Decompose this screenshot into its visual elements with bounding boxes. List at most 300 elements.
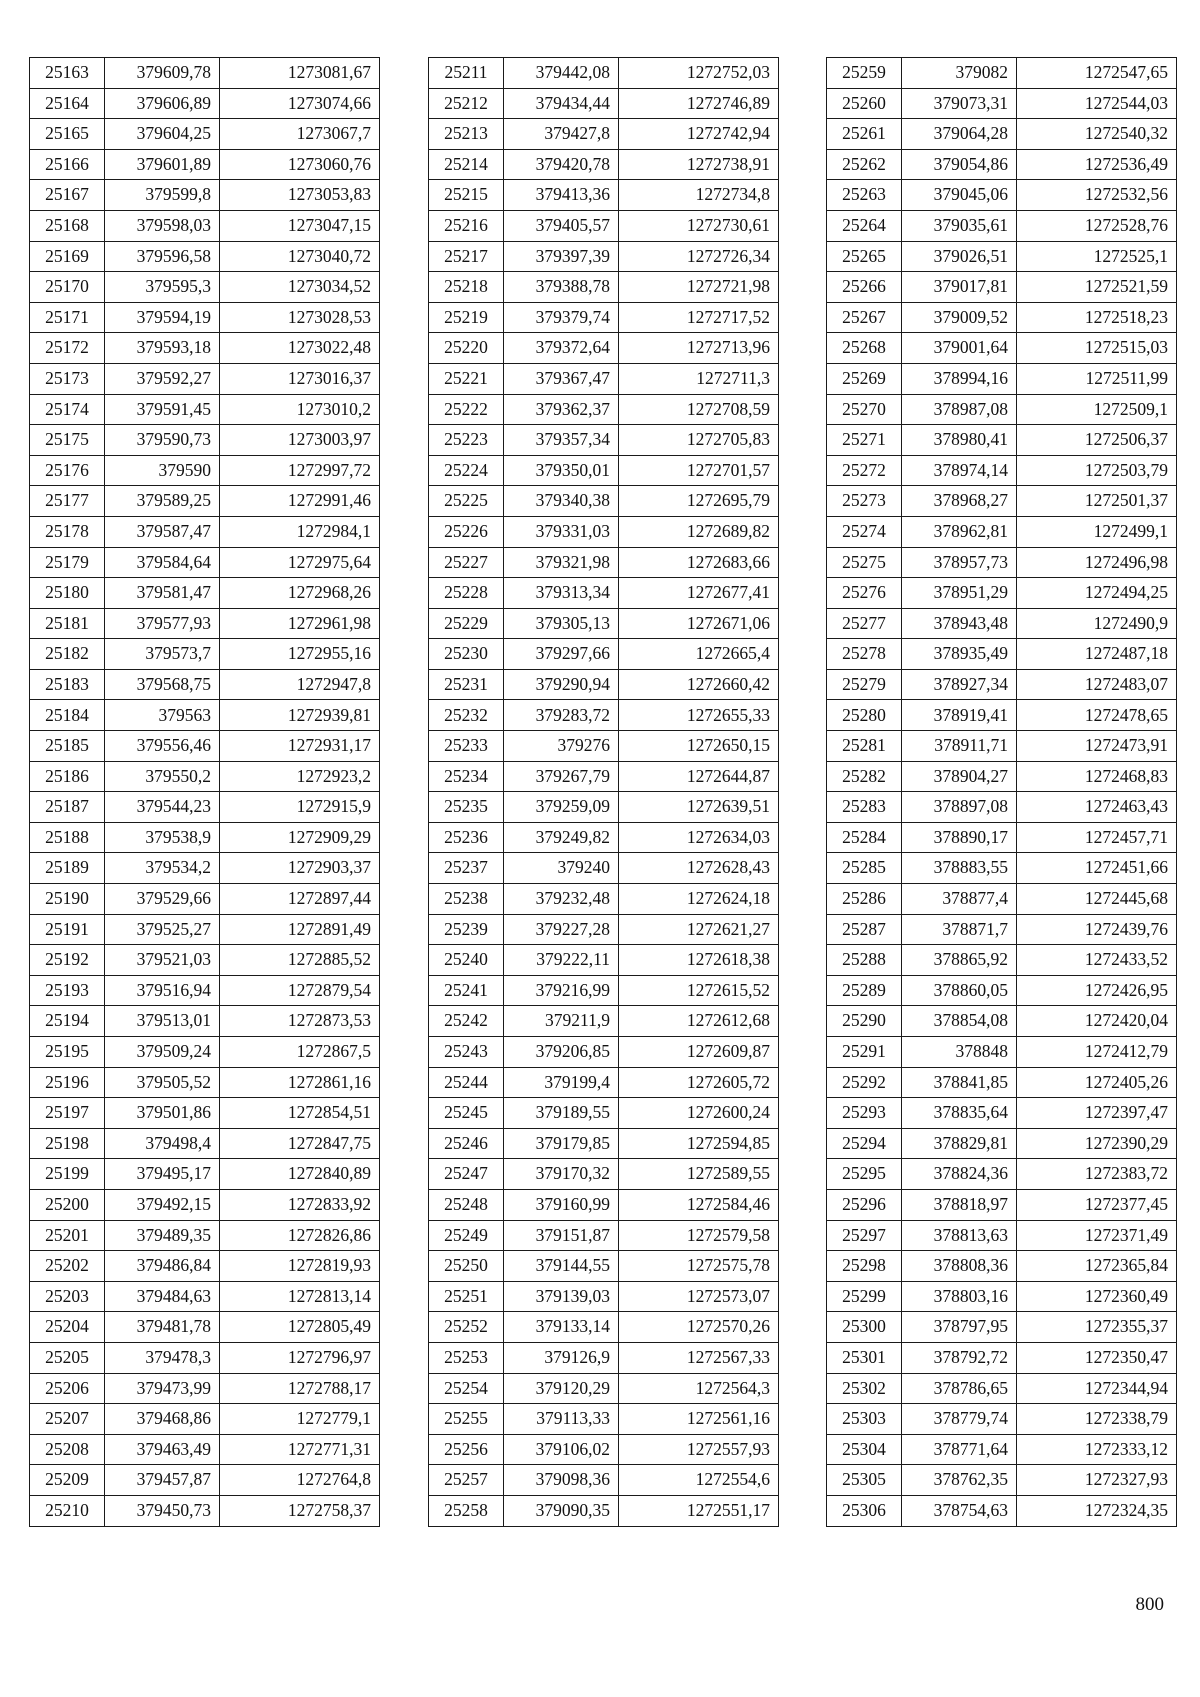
table-row — [827, 669, 1177, 700]
point-number-cell: 25171 — [30, 302, 105, 333]
x-coordinate-cell: 378808,36 — [902, 1251, 1017, 1282]
table-row — [827, 1037, 1177, 1068]
x-coordinate-cell: 379495,17 — [105, 1159, 220, 1190]
y-coordinate-cell: 1272833,92 — [220, 1189, 380, 1220]
x-coordinate-cell: 379001,64 — [902, 333, 1017, 364]
table-row — [30, 914, 380, 945]
x-coordinate-cell: 379126,9 — [504, 1342, 619, 1373]
x-coordinate-cell: 379427,8 — [504, 119, 619, 150]
point-number-cell: 25296 — [827, 1189, 902, 1220]
x-coordinate-cell: 379473,99 — [105, 1373, 220, 1404]
point-number-cell: 25284 — [827, 822, 902, 853]
x-coordinate-cell: 379232,48 — [504, 884, 619, 915]
table-row — [30, 1220, 380, 1251]
y-coordinate-cell: 1272509,1 — [1017, 394, 1177, 425]
point-number-cell: 25236 — [429, 822, 504, 853]
x-coordinate-cell: 378974,14 — [902, 455, 1017, 486]
y-coordinate-cell: 1272506,37 — [1017, 425, 1177, 456]
coordinate-table-2 — [428, 57, 779, 1527]
y-coordinate-cell: 1272564,3 — [619, 1373, 779, 1404]
point-number-cell: 25293 — [827, 1098, 902, 1129]
x-coordinate-cell: 379017,81 — [902, 272, 1017, 303]
y-coordinate-cell: 1272612,68 — [619, 1006, 779, 1037]
point-number-cell: 25210 — [30, 1495, 105, 1526]
table-row — [429, 1006, 779, 1037]
point-number-cell: 25268 — [827, 333, 902, 364]
y-coordinate-cell: 1272333,12 — [1017, 1434, 1177, 1465]
y-coordinate-cell: 1272584,46 — [619, 1189, 779, 1220]
table-row — [827, 945, 1177, 976]
table-row — [429, 608, 779, 639]
point-number-cell: 25255 — [429, 1404, 504, 1435]
x-coordinate-cell: 378994,16 — [902, 363, 1017, 394]
y-coordinate-cell: 1272991,46 — [220, 486, 380, 517]
table-row — [429, 1465, 779, 1496]
y-coordinate-cell: 1272536,49 — [1017, 149, 1177, 180]
y-coordinate-cell: 1272915,9 — [220, 792, 380, 823]
x-coordinate-cell: 379249,82 — [504, 822, 619, 853]
table-row — [827, 1189, 1177, 1220]
y-coordinate-cell: 1272420,04 — [1017, 1006, 1177, 1037]
point-number-cell: 25232 — [429, 700, 504, 731]
point-number-cell: 25166 — [30, 149, 105, 180]
y-coordinate-cell: 1272705,83 — [619, 425, 779, 456]
table-row — [827, 516, 1177, 547]
y-coordinate-cell: 1273053,83 — [220, 180, 380, 211]
table-row — [827, 1159, 1177, 1190]
y-coordinate-cell: 1272826,86 — [220, 1220, 380, 1251]
y-coordinate-cell: 1272695,79 — [619, 486, 779, 517]
y-coordinate-cell: 1272365,84 — [1017, 1251, 1177, 1282]
table-row — [429, 945, 779, 976]
point-number-cell: 25182 — [30, 639, 105, 670]
table-row — [429, 700, 779, 731]
point-number-cell: 25239 — [429, 914, 504, 945]
table-row — [30, 1098, 380, 1129]
x-coordinate-cell: 379216,99 — [504, 975, 619, 1006]
y-coordinate-cell: 1272796,97 — [220, 1342, 380, 1373]
y-coordinate-cell: 1272701,57 — [619, 455, 779, 486]
point-number-cell: 25285 — [827, 853, 902, 884]
y-coordinate-cell: 1272532,56 — [1017, 180, 1177, 211]
point-number-cell: 25215 — [429, 180, 504, 211]
table-row — [429, 1373, 779, 1404]
x-coordinate-cell: 379581,47 — [105, 578, 220, 609]
x-coordinate-cell: 378935,49 — [902, 639, 1017, 670]
x-coordinate-cell: 379521,03 — [105, 945, 220, 976]
x-coordinate-cell: 378962,81 — [902, 516, 1017, 547]
table-row — [30, 1281, 380, 1312]
table-row — [827, 333, 1177, 364]
table-row — [827, 149, 1177, 180]
point-number-cell: 25214 — [429, 149, 504, 180]
point-number-cell: 25274 — [827, 516, 902, 547]
table-row — [827, 1373, 1177, 1404]
y-coordinate-cell: 1272557,93 — [619, 1434, 779, 1465]
y-coordinate-cell: 1272891,49 — [220, 914, 380, 945]
x-coordinate-cell: 379484,63 — [105, 1281, 220, 1312]
table-row — [30, 1404, 380, 1435]
y-coordinate-cell: 1272575,78 — [619, 1251, 779, 1282]
y-coordinate-cell: 1272961,98 — [220, 608, 380, 639]
y-coordinate-cell: 1272730,61 — [619, 210, 779, 241]
point-number-cell: 25207 — [30, 1404, 105, 1435]
x-coordinate-cell: 379362,37 — [504, 394, 619, 425]
x-coordinate-cell: 379160,99 — [504, 1189, 619, 1220]
point-number-cell: 25256 — [429, 1434, 504, 1465]
x-coordinate-cell: 379276 — [504, 731, 619, 762]
x-coordinate-cell: 379442,08 — [504, 58, 619, 89]
table-row — [30, 394, 380, 425]
y-coordinate-cell: 1272854,51 — [220, 1098, 380, 1129]
point-number-cell: 25306 — [827, 1495, 902, 1526]
table-row — [429, 761, 779, 792]
y-coordinate-cell: 1272501,37 — [1017, 486, 1177, 517]
y-coordinate-cell: 1272540,32 — [1017, 119, 1177, 150]
table-row — [429, 180, 779, 211]
y-coordinate-cell: 1272371,49 — [1017, 1220, 1177, 1251]
point-number-cell: 25272 — [827, 455, 902, 486]
x-coordinate-cell: 379222,11 — [504, 945, 619, 976]
table-row — [827, 1281, 1177, 1312]
point-number-cell: 25188 — [30, 822, 105, 853]
y-coordinate-cell: 1272473,91 — [1017, 731, 1177, 762]
x-coordinate-cell: 379082 — [902, 58, 1017, 89]
y-coordinate-cell: 1272609,87 — [619, 1037, 779, 1068]
x-coordinate-cell: 379513,01 — [105, 1006, 220, 1037]
table-row — [429, 1189, 779, 1220]
table-row — [429, 210, 779, 241]
y-coordinate-cell: 1272734,8 — [619, 180, 779, 211]
y-coordinate-cell: 1272390,29 — [1017, 1128, 1177, 1159]
table-row — [30, 669, 380, 700]
table-row — [827, 1465, 1177, 1496]
table-row — [30, 425, 380, 456]
coordinate-table-3 — [826, 57, 1177, 1527]
x-coordinate-cell: 379599,8 — [105, 180, 220, 211]
y-coordinate-cell: 1272324,35 — [1017, 1495, 1177, 1526]
y-coordinate-cell: 1273016,37 — [220, 363, 380, 394]
x-coordinate-cell: 379592,27 — [105, 363, 220, 394]
y-coordinate-cell: 1272433,52 — [1017, 945, 1177, 976]
point-number-cell: 25194 — [30, 1006, 105, 1037]
table-row — [30, 1006, 380, 1037]
table-row — [30, 516, 380, 547]
point-number-cell: 25250 — [429, 1251, 504, 1282]
y-coordinate-cell: 1272968,26 — [220, 578, 380, 609]
point-number-cell: 25168 — [30, 210, 105, 241]
x-coordinate-cell: 378779,74 — [902, 1404, 1017, 1435]
y-coordinate-cell: 1272923,2 — [220, 761, 380, 792]
x-coordinate-cell: 378762,35 — [902, 1465, 1017, 1496]
y-coordinate-cell: 1272752,03 — [619, 58, 779, 89]
table-row — [429, 149, 779, 180]
x-coordinate-cell: 379584,64 — [105, 547, 220, 578]
point-number-cell: 25197 — [30, 1098, 105, 1129]
table-row — [429, 853, 779, 884]
x-coordinate-cell: 379179,85 — [504, 1128, 619, 1159]
y-coordinate-cell: 1272615,52 — [619, 975, 779, 1006]
y-coordinate-cell: 1272544,03 — [1017, 88, 1177, 119]
y-coordinate-cell: 1272819,93 — [220, 1251, 380, 1282]
x-coordinate-cell: 378803,16 — [902, 1281, 1017, 1312]
table-row — [429, 639, 779, 670]
y-coordinate-cell: 1272499,1 — [1017, 516, 1177, 547]
y-coordinate-cell: 1272515,03 — [1017, 333, 1177, 364]
table-row — [30, 119, 380, 150]
table-row — [827, 761, 1177, 792]
point-number-cell: 25304 — [827, 1434, 902, 1465]
y-coordinate-cell: 1272997,72 — [220, 455, 380, 486]
x-coordinate-cell: 379601,89 — [105, 149, 220, 180]
y-coordinate-cell: 1272525,1 — [1017, 241, 1177, 272]
x-coordinate-cell: 379313,34 — [504, 578, 619, 609]
y-coordinate-cell: 1272605,72 — [619, 1067, 779, 1098]
x-coordinate-cell: 378897,08 — [902, 792, 1017, 823]
x-coordinate-cell: 379388,78 — [504, 272, 619, 303]
table-row — [429, 884, 779, 915]
x-coordinate-cell: 378943,48 — [902, 608, 1017, 639]
table-row — [30, 88, 380, 119]
x-coordinate-cell: 379240 — [504, 853, 619, 884]
point-number-cell: 25305 — [827, 1465, 902, 1496]
point-number-cell: 25190 — [30, 884, 105, 915]
x-coordinate-cell: 379379,74 — [504, 302, 619, 333]
point-number-cell: 25240 — [429, 945, 504, 976]
x-coordinate-cell: 378835,64 — [902, 1098, 1017, 1129]
table-row — [30, 272, 380, 303]
x-coordinate-cell: 379525,27 — [105, 914, 220, 945]
y-coordinate-cell: 1272567,33 — [619, 1342, 779, 1373]
y-coordinate-cell: 1272487,18 — [1017, 639, 1177, 670]
x-coordinate-cell: 379413,36 — [504, 180, 619, 211]
point-number-cell: 25205 — [30, 1342, 105, 1373]
point-number-cell: 25254 — [429, 1373, 504, 1404]
point-number-cell: 25176 — [30, 455, 105, 486]
point-number-cell: 25230 — [429, 639, 504, 670]
x-coordinate-cell: 379450,73 — [105, 1495, 220, 1526]
point-number-cell: 25269 — [827, 363, 902, 394]
point-number-cell: 25164 — [30, 88, 105, 119]
point-number-cell: 25264 — [827, 210, 902, 241]
x-coordinate-cell: 379573,7 — [105, 639, 220, 670]
x-coordinate-cell: 378854,08 — [902, 1006, 1017, 1037]
table-row — [827, 58, 1177, 89]
point-number-cell: 25278 — [827, 639, 902, 670]
table-row — [429, 333, 779, 364]
point-number-cell: 25201 — [30, 1220, 105, 1251]
table-row — [827, 1128, 1177, 1159]
table-row — [30, 792, 380, 823]
point-number-cell: 25191 — [30, 914, 105, 945]
x-coordinate-cell: 378848 — [902, 1037, 1017, 1068]
x-coordinate-cell: 378813,63 — [902, 1220, 1017, 1251]
y-coordinate-cell: 1273047,15 — [220, 210, 380, 241]
point-number-cell: 25200 — [30, 1189, 105, 1220]
point-number-cell: 25289 — [827, 975, 902, 1006]
y-coordinate-cell: 1273022,48 — [220, 333, 380, 364]
x-coordinate-cell: 379331,03 — [504, 516, 619, 547]
x-coordinate-cell: 379090,35 — [504, 1495, 619, 1526]
x-coordinate-cell: 379596,58 — [105, 241, 220, 272]
table-row — [30, 761, 380, 792]
table-row — [429, 1251, 779, 1282]
table-row — [827, 486, 1177, 517]
point-number-cell: 25212 — [429, 88, 504, 119]
table-row — [429, 1159, 779, 1190]
y-coordinate-cell: 1272570,26 — [619, 1312, 779, 1343]
table-row — [30, 1037, 380, 1068]
x-coordinate-cell: 379106,02 — [504, 1434, 619, 1465]
table-row — [827, 792, 1177, 823]
coordinate-table-1 — [29, 57, 380, 1527]
x-coordinate-cell: 378890,17 — [902, 822, 1017, 853]
point-number-cell: 25183 — [30, 669, 105, 700]
table-row — [30, 639, 380, 670]
y-coordinate-cell: 1272788,17 — [220, 1373, 380, 1404]
point-number-cell: 25203 — [30, 1281, 105, 1312]
point-number-cell: 25216 — [429, 210, 504, 241]
table-row — [30, 945, 380, 976]
table-row — [827, 302, 1177, 333]
point-number-cell: 25187 — [30, 792, 105, 823]
point-number-cell: 25294 — [827, 1128, 902, 1159]
table-row — [827, 425, 1177, 456]
table-row — [429, 455, 779, 486]
point-number-cell: 25202 — [30, 1251, 105, 1282]
y-coordinate-cell: 1272713,96 — [619, 333, 779, 364]
table-row — [30, 241, 380, 272]
x-coordinate-cell: 379259,09 — [504, 792, 619, 823]
point-number-cell: 25196 — [30, 1067, 105, 1098]
table-row — [429, 1342, 779, 1373]
table-row — [30, 975, 380, 1006]
y-coordinate-cell: 1272518,23 — [1017, 302, 1177, 333]
x-coordinate-cell: 379133,14 — [504, 1312, 619, 1343]
point-number-cell: 25185 — [30, 731, 105, 762]
y-coordinate-cell: 1272426,95 — [1017, 975, 1177, 1006]
y-coordinate-cell: 1272412,79 — [1017, 1037, 1177, 1068]
y-coordinate-cell: 1272738,91 — [619, 149, 779, 180]
point-number-cell: 25192 — [30, 945, 105, 976]
y-coordinate-cell: 1272547,65 — [1017, 58, 1177, 89]
y-coordinate-cell: 1272521,59 — [1017, 272, 1177, 303]
y-coordinate-cell: 1272885,52 — [220, 945, 380, 976]
x-coordinate-cell: 379073,31 — [902, 88, 1017, 119]
table-row — [827, 272, 1177, 303]
point-number-cell: 25270 — [827, 394, 902, 425]
table-row — [30, 547, 380, 578]
y-coordinate-cell: 1272746,89 — [619, 88, 779, 119]
y-coordinate-cell: 1272683,66 — [619, 547, 779, 578]
x-coordinate-cell: 379372,64 — [504, 333, 619, 364]
point-number-cell: 25173 — [30, 363, 105, 394]
table-row — [429, 822, 779, 853]
point-number-cell: 25300 — [827, 1312, 902, 1343]
point-number-cell: 25279 — [827, 669, 902, 700]
point-number-cell: 25302 — [827, 1373, 902, 1404]
point-number-cell: 25179 — [30, 547, 105, 578]
y-coordinate-cell: 1272494,25 — [1017, 578, 1177, 609]
x-coordinate-cell: 379604,25 — [105, 119, 220, 150]
point-number-cell: 25291 — [827, 1037, 902, 1068]
page-number: 800 — [1135, 1594, 1164, 1615]
table-row — [429, 1312, 779, 1343]
table-row — [30, 363, 380, 394]
y-coordinate-cell: 1272665,4 — [619, 639, 779, 670]
point-number-cell: 25181 — [30, 608, 105, 639]
point-number-cell: 25233 — [429, 731, 504, 762]
point-number-cell: 25253 — [429, 1342, 504, 1373]
x-coordinate-cell: 379139,03 — [504, 1281, 619, 1312]
y-coordinate-cell: 1272594,85 — [619, 1128, 779, 1159]
y-coordinate-cell: 1272861,16 — [220, 1067, 380, 1098]
point-number-cell: 25186 — [30, 761, 105, 792]
y-coordinate-cell: 1272711,3 — [619, 363, 779, 394]
table-row — [827, 822, 1177, 853]
point-number-cell: 25226 — [429, 516, 504, 547]
point-number-cell: 25271 — [827, 425, 902, 456]
point-number-cell: 25165 — [30, 119, 105, 150]
table-row — [30, 149, 380, 180]
point-number-cell: 25260 — [827, 88, 902, 119]
table-row — [827, 1067, 1177, 1098]
x-coordinate-cell: 379501,86 — [105, 1098, 220, 1129]
y-coordinate-cell: 1273081,67 — [220, 58, 380, 89]
point-number-cell: 25275 — [827, 547, 902, 578]
y-coordinate-cell: 1272600,24 — [619, 1098, 779, 1129]
x-coordinate-cell: 379468,86 — [105, 1404, 220, 1435]
x-coordinate-cell: 379434,44 — [504, 88, 619, 119]
table-row — [827, 975, 1177, 1006]
y-coordinate-cell: 1272634,03 — [619, 822, 779, 853]
x-coordinate-cell: 379505,52 — [105, 1067, 220, 1098]
table-row — [827, 1251, 1177, 1282]
x-coordinate-cell: 379045,06 — [902, 180, 1017, 211]
table-row — [827, 241, 1177, 272]
y-coordinate-cell: 1272644,87 — [619, 761, 779, 792]
x-coordinate-cell: 378877,4 — [902, 884, 1017, 915]
x-coordinate-cell: 379144,55 — [504, 1251, 619, 1282]
y-coordinate-cell: 1272779,1 — [220, 1404, 380, 1435]
table-row — [30, 486, 380, 517]
table-row — [827, 210, 1177, 241]
table-row — [429, 1495, 779, 1526]
y-coordinate-cell: 1272355,37 — [1017, 1312, 1177, 1343]
x-coordinate-cell: 378927,34 — [902, 669, 1017, 700]
point-number-cell: 25221 — [429, 363, 504, 394]
y-coordinate-cell: 1272554,6 — [619, 1465, 779, 1496]
point-number-cell: 25219 — [429, 302, 504, 333]
x-coordinate-cell: 379206,85 — [504, 1037, 619, 1068]
x-coordinate-cell: 379064,28 — [902, 119, 1017, 150]
point-number-cell: 25281 — [827, 731, 902, 762]
table-row — [827, 700, 1177, 731]
point-number-cell: 25235 — [429, 792, 504, 823]
point-number-cell: 25231 — [429, 669, 504, 700]
x-coordinate-cell: 378865,92 — [902, 945, 1017, 976]
x-coordinate-cell: 379113,33 — [504, 1404, 619, 1435]
x-coordinate-cell: 379593,18 — [105, 333, 220, 364]
point-number-cell: 25277 — [827, 608, 902, 639]
point-number-cell: 25180 — [30, 578, 105, 609]
table-row — [429, 1220, 779, 1251]
point-number-cell: 25169 — [30, 241, 105, 272]
y-coordinate-cell: 1272726,34 — [619, 241, 779, 272]
table-row — [827, 853, 1177, 884]
table-row — [429, 394, 779, 425]
table-row — [30, 1189, 380, 1220]
